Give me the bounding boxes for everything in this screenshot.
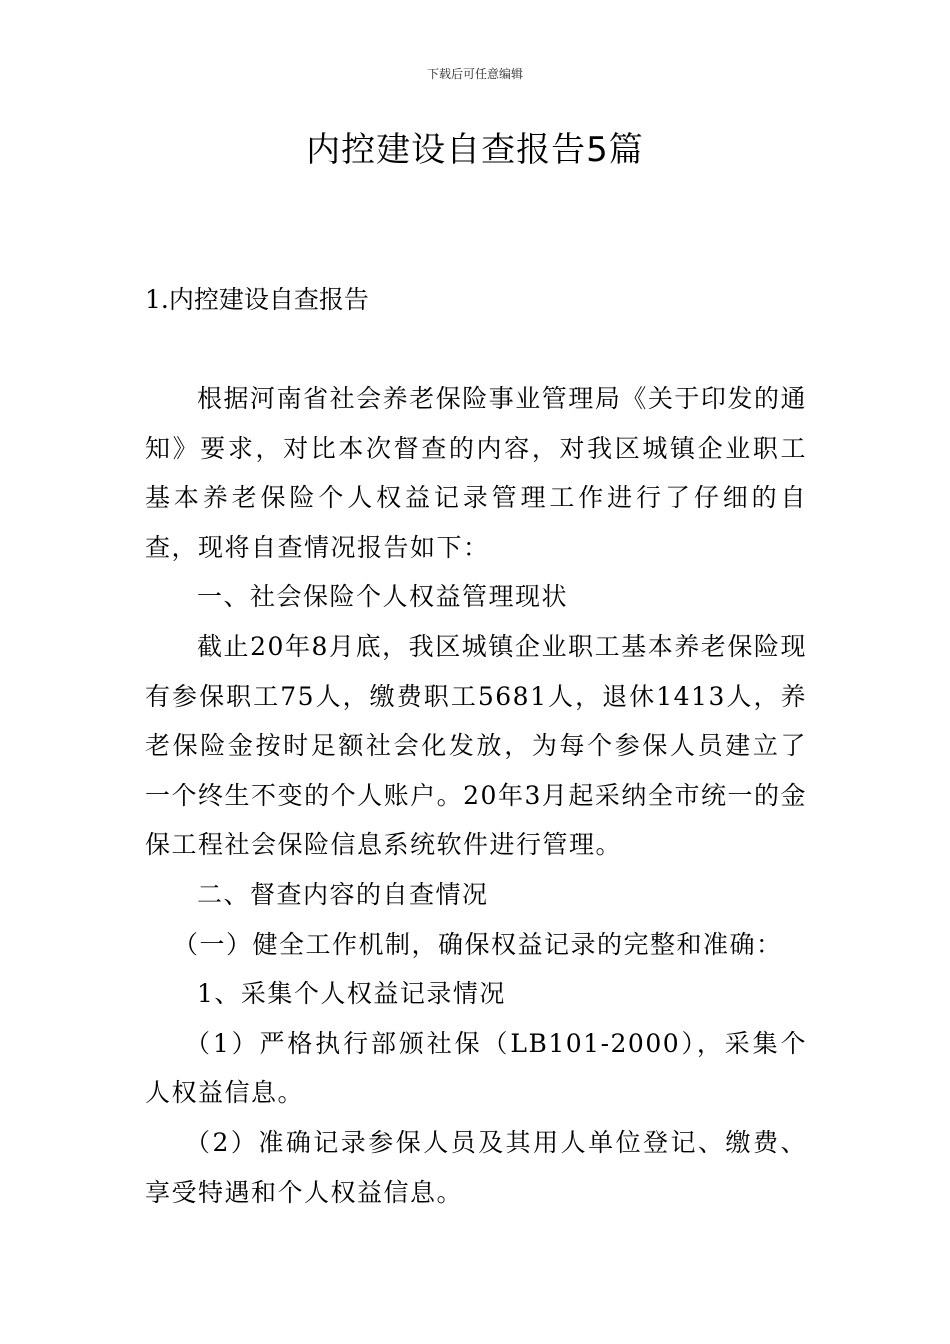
document-title: 内控建设自查报告5篇 xyxy=(306,130,644,170)
body-text xyxy=(145,374,807,1217)
heading-self-inspection: 二、督查内容的自查情况 xyxy=(197,879,489,909)
heading-current-status: 一、社会保险个人权益管理现状 xyxy=(197,582,569,612)
section-title: 1.内控建设自查报告 xyxy=(145,285,369,314)
heading-work-mechanism: （一）健全工作机制，确保权益记录的完整和准确： xyxy=(173,929,783,959)
paragraph-status: 截止20年8月底，我区城镇企业职工基本养老保险现有参保职工75人，缴费职工5681人，退休1413人，养老保险金按时足额社会化发放，为每个参保人员建立了一个终生不变的个人账户。20年3月起采纳全市统一的金保工程社会保险信息系统软件进行管理。 xyxy=(145,631,807,860)
paragraph-item-1: （1）严格执行部颁社保（LB101-2000），采集个人权益信息。 xyxy=(145,1028,807,1108)
paragraph-item-2: （2）准确记录参保人员及其用人单位登记、缴费、享受特遇和个人权益信息。 xyxy=(145,1127,807,1207)
heading-record-collection: 1、采集个人权益记录情况 xyxy=(197,979,506,1009)
paragraph-intro: 根据河南省社会养老保险事业管理局《关于印发的通知》要求，对比本次督查的内容，对我区城镇企业职工基本养老保险个人权益记录管理工作进行了仔细的自查，现将自查情况报告如下： xyxy=(145,384,807,562)
header-note: 下载后可任意编辑 xyxy=(426,67,523,81)
